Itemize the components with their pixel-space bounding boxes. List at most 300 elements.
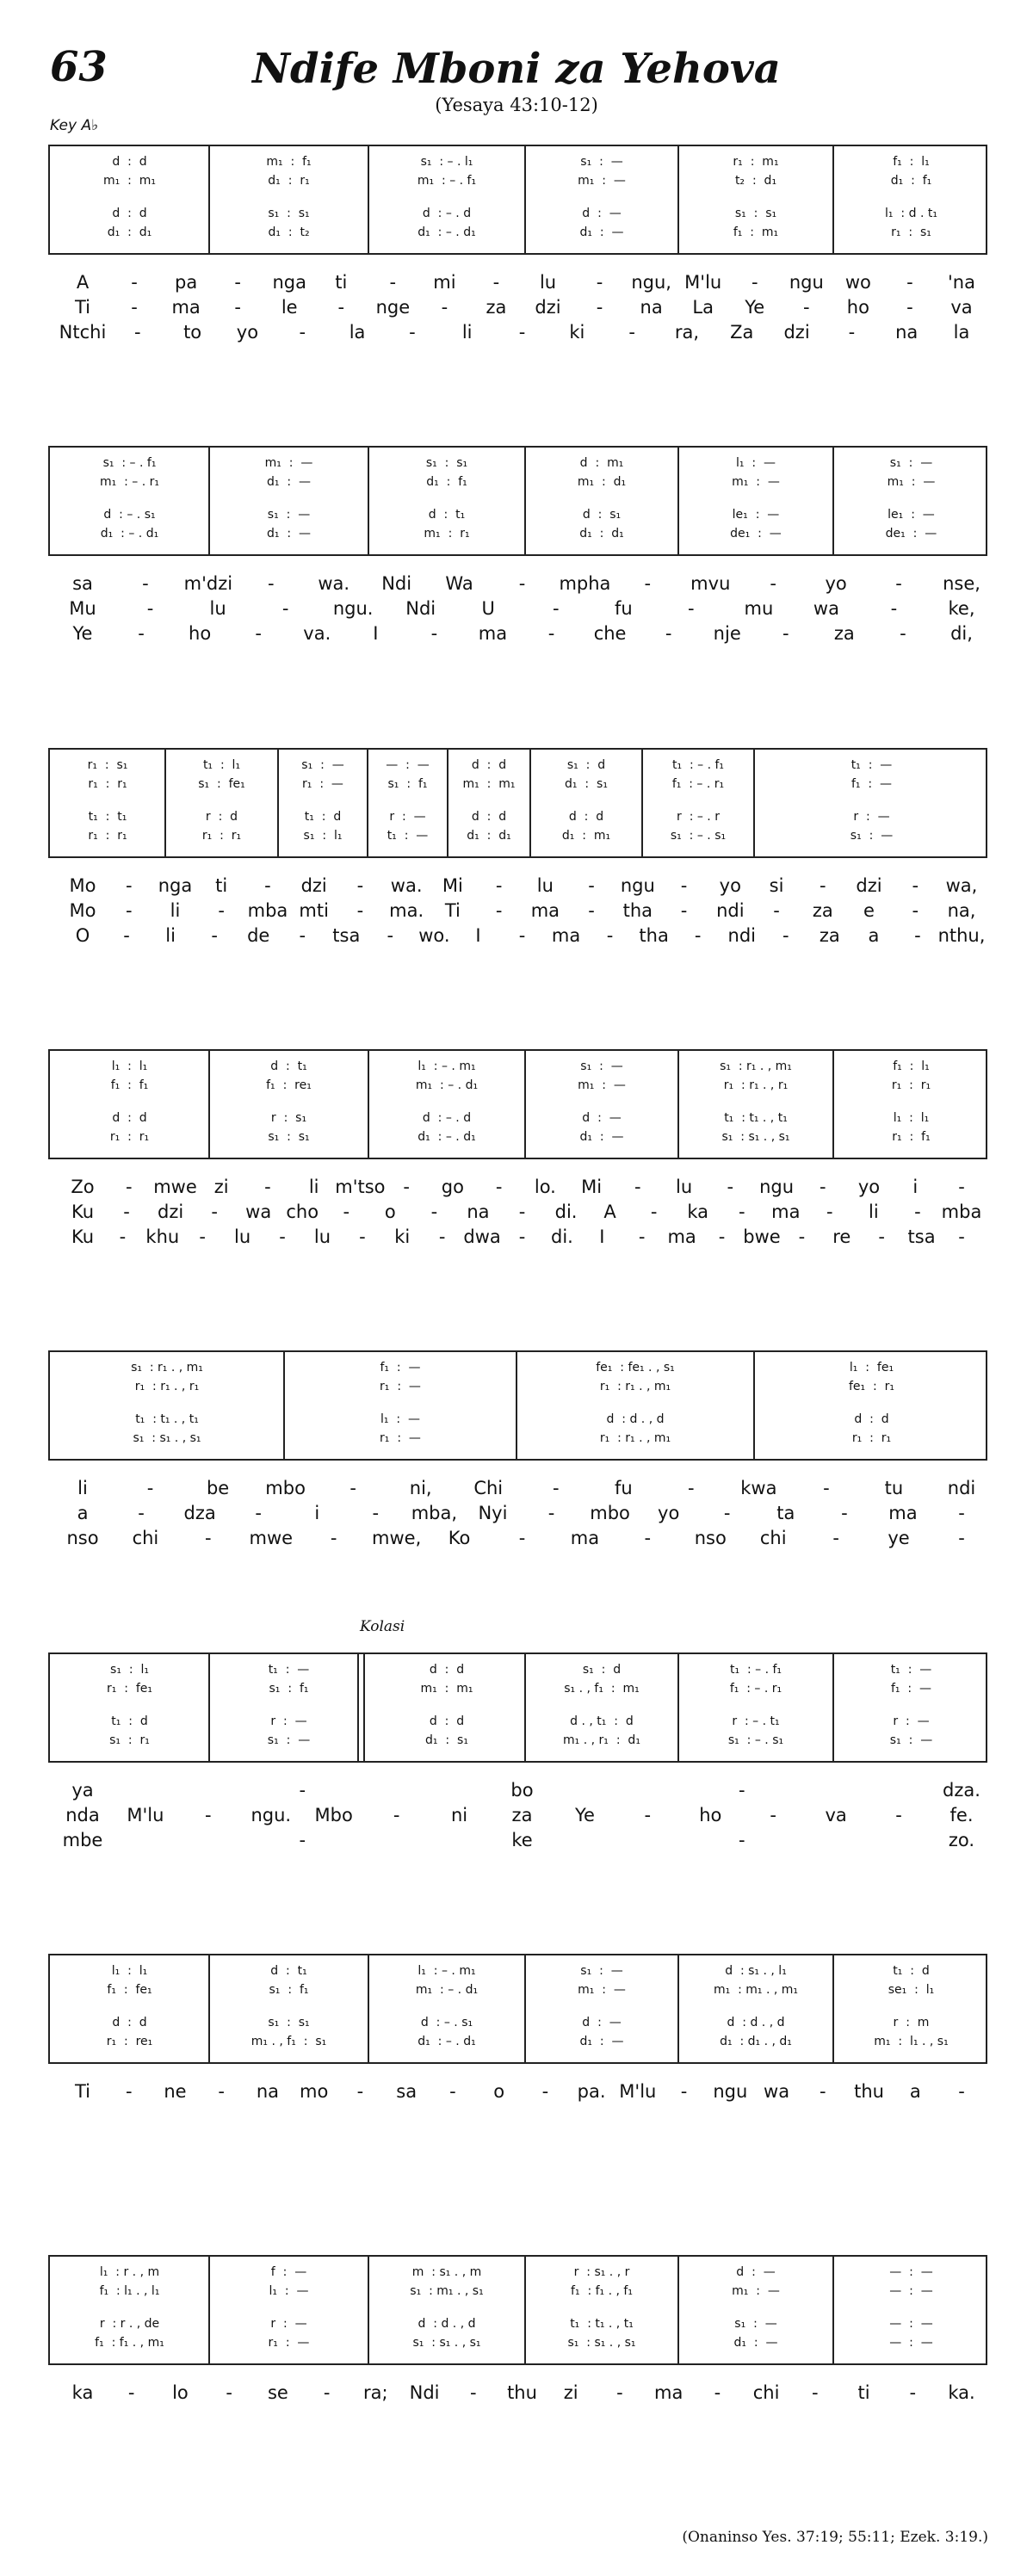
lyric-syllable: ti [335, 272, 348, 293]
bar-line [832, 146, 834, 253]
voice-part-notes: m₁ . , r₁ : d₁ [563, 1733, 640, 1747]
lyric-syllable: - [644, 1528, 652, 1548]
lyric-syllable: wa, [945, 875, 978, 896]
lyric-syllable: wa [245, 1202, 272, 1222]
lyric-syllable: bo [510, 1780, 534, 1801]
voice-part-notes: s₁ : – . f₁ [102, 456, 157, 470]
lyric-syllable: a [868, 925, 880, 946]
voice-part-notes: t₁ : — [268, 1663, 310, 1677]
measure [209, 146, 368, 253]
lyric-syllable: - [819, 1177, 826, 1197]
voice-part-notes: r₁ : r₁ [109, 1130, 150, 1144]
lyric-syllable: - [267, 573, 275, 594]
bar-line [516, 1352, 517, 1459]
voice-part-notes: s₁ : — [734, 2317, 777, 2331]
lyric-syllable: se [267, 2382, 288, 2403]
lyric-syllable: thu [854, 2081, 884, 2102]
lyric-syllable: tha [622, 900, 653, 921]
lyric-syllable: mu [744, 598, 774, 619]
voice-part-notes: le₁ : — [888, 508, 935, 522]
voice-part-notes: s₁ : – . s₁ [670, 829, 727, 843]
lyric-syllable: - [441, 297, 448, 318]
measure [368, 2257, 525, 2363]
bar-line [368, 448, 369, 554]
lyrics-block [48, 2382, 987, 2407]
lyric-syllable: - [492, 272, 500, 293]
voice-part-notes: d : d [854, 1412, 889, 1426]
voice-part-notes: t₁ : d [304, 810, 342, 824]
bar-line [641, 750, 643, 856]
lyric-syllable: - [518, 1226, 526, 1247]
voice-part-notes: l₁ : — [735, 456, 776, 470]
lyric-syllable: - [914, 925, 921, 946]
bar-line [753, 750, 755, 856]
lyric-syllable: - [393, 1805, 400, 1825]
bar-line [368, 146, 369, 253]
lyric-syllable: A [603, 1202, 616, 1222]
lyrics-block [48, 1177, 987, 1251]
measure [678, 2257, 833, 2363]
lyric-syllable: - [782, 623, 789, 644]
lyric-syllable: ka [687, 1202, 709, 1222]
measure [50, 146, 209, 253]
lyric-verse-line [48, 297, 987, 322]
voice-part-notes: f₁ : — [890, 1682, 932, 1696]
lyric-syllable: lu [539, 272, 557, 293]
lyric-syllable: - [770, 1805, 776, 1825]
bar-line [677, 1654, 679, 1761]
lyric-syllable: ngu, [631, 272, 671, 293]
voice-part-notes: f₁ : — [380, 1361, 421, 1374]
voice-part-notes: le₁ : — [732, 508, 780, 522]
lyric-syllable: lo. [534, 1177, 556, 1197]
voice-part-notes: s₁ : s₁ . , s₁ [412, 2336, 481, 2350]
voice-part-notes: r : — [389, 810, 426, 824]
lyric-syllable: nso [66, 1528, 99, 1548]
lyric-syllable: ho [189, 623, 212, 644]
lyric-syllable: ya [71, 1780, 94, 1801]
lyric-syllable: - [738, 1830, 745, 1850]
measure [50, 1352, 284, 1459]
lyric-syllable: - [211, 925, 218, 946]
solfa-staff [48, 1954, 987, 2064]
voice-part-notes: t₁ : d [893, 1964, 930, 1978]
lyric-syllable: Chi [473, 1478, 504, 1498]
voice-part-notes: r₁ : r₁ . , m₁ [599, 1431, 671, 1445]
lyric-syllable: za [819, 925, 840, 946]
voice-part-notes: d₁ : d₁ [467, 829, 511, 843]
voice-part-notes: f₁ : f₁ . , m₁ [95, 2336, 164, 2350]
voice-part-notes: — : — [386, 758, 430, 772]
measure [833, 1955, 989, 2062]
voice-part-notes: m₁ : — [732, 475, 780, 489]
lyric-syllable: yo [857, 1177, 881, 1197]
lyric-syllable: - [518, 1202, 526, 1222]
voice-part-notes: m₁ : — [264, 456, 313, 470]
voice-part-notes: d : — [736, 2265, 776, 2279]
solfa-staff [48, 1350, 987, 1461]
voice-part-notes: r : m [893, 2016, 930, 2029]
bar-line [447, 750, 448, 856]
measure [284, 1352, 516, 1459]
lyric-syllable: - [205, 1805, 212, 1825]
lyric-syllable: - [409, 322, 416, 343]
lyric-syllable: - [356, 900, 364, 921]
lyric-syllable: nga [272, 272, 306, 293]
lyric-syllable: pa. [577, 2081, 606, 2102]
bar-line [357, 1654, 365, 1761]
voice-part-notes: f₁ : f₁ . , f₁ [571, 2284, 633, 2298]
lyric-syllable: - [299, 322, 306, 343]
voice-part-notes: t₁ : — [387, 829, 429, 843]
measure [209, 2257, 368, 2363]
voice-part-notes: d : t₁ [270, 1059, 307, 1073]
measure [278, 750, 368, 856]
voice-part-notes: s₁ : l₁ [110, 1663, 149, 1677]
lyric-syllable: di, [950, 623, 973, 644]
lyric-syllable: tu [884, 1478, 904, 1498]
voice-part-notes: d : d [429, 1663, 465, 1677]
lyric-syllable: ka [71, 2382, 94, 2403]
lyric-verse-line [48, 623, 987, 648]
lyric-syllable: - [644, 1805, 652, 1825]
lyric-syllable: ma [888, 1503, 918, 1523]
voice-part-notes: s₁ : s₁ [268, 2016, 310, 2029]
lyric-syllable: ma [478, 623, 508, 644]
lyric-syllable: ngu. [332, 598, 374, 619]
voice-part-notes: r₁ : — [380, 1431, 421, 1445]
voice-part-notes: s₁ : — [889, 1733, 933, 1747]
lyric-syllable: o [493, 2081, 505, 2102]
lyric-syllable: O [75, 925, 90, 946]
lyric-syllable: - [299, 925, 306, 946]
solfa-staff [48, 145, 987, 255]
lyric-syllable: - [323, 2382, 331, 2403]
lyric-syllable: M'lu [127, 1805, 164, 1825]
lyric-syllable: Ntchi [59, 322, 107, 343]
lyric-syllable: lu [676, 1177, 693, 1197]
lyric-syllable: - [723, 1503, 731, 1523]
lyric-syllable: Ndi [409, 2382, 440, 2403]
lyric-syllable: ki [569, 322, 585, 343]
lyric-syllable: nthu, [937, 925, 986, 946]
lyric-syllable: - [718, 1226, 726, 1247]
voice-part-notes: s₁ : s₁ . , s₁ [133, 1431, 201, 1445]
bar-line [524, 146, 526, 253]
voice-part-notes: f₁ : fe₁ [107, 1983, 152, 1997]
lyric-syllable: - [343, 1202, 350, 1222]
lyric-syllable: - [281, 598, 289, 619]
voice-part-notes: s₁ : fe₁ [198, 777, 245, 791]
voice-part-notes: d₁ : d₁ . , d₁ [720, 2035, 792, 2048]
lyric-syllable: mba [941, 1202, 982, 1222]
lyric-syllable: sa [72, 573, 93, 594]
lyric-syllable: zo. [948, 1830, 975, 1850]
bar-line [208, 1051, 210, 1158]
lyrics-block [48, 1478, 987, 1553]
voice-part-notes: d₁ : s₁ [565, 777, 608, 791]
voice-part-notes: d : — [582, 1111, 622, 1125]
voice-part-notes: d : — [582, 2016, 622, 2029]
lyric-syllable: mbe [62, 1830, 103, 1850]
lyric-syllable: I [475, 925, 481, 946]
voice-part-notes: m₁ : – . f₁ [417, 174, 477, 188]
chorus-label: Kolasi [360, 1618, 405, 1635]
lyric-syllable: a [77, 1503, 89, 1523]
voice-part-notes: d₁ : f₁ [426, 475, 467, 489]
solfa-staff [48, 446, 987, 556]
voice-part-notes: l₁ : fe₁ [849, 1361, 894, 1374]
bar-line [832, 1955, 834, 2062]
solfa-staff [48, 748, 987, 858]
measure [754, 1352, 989, 1459]
lyric-syllable: - [588, 875, 595, 896]
lyric-syllable: o [384, 1202, 396, 1222]
lyric-syllable: fu [614, 598, 633, 619]
lyric-syllable: nje [713, 623, 741, 644]
voice-part-notes: — : — [889, 2284, 933, 2298]
voice-part-notes: t₁ : — [890, 1663, 932, 1677]
bar-line [832, 2257, 834, 2363]
voice-part-notes: r : s₁ . , r [573, 2265, 630, 2279]
lyric-syllable: - [279, 1226, 286, 1247]
lyric-syllable: - [803, 297, 810, 318]
lyric-syllable: dza [183, 1503, 216, 1523]
lyric-syllable: ti [857, 2382, 870, 2403]
lyrics-block [48, 1780, 987, 1855]
voice-part-notes: — : — [889, 2317, 933, 2331]
lyric-syllable: - [430, 623, 438, 644]
bar-line [677, 1955, 679, 2062]
voice-part-notes: l₁ : – . m₁ [418, 1964, 476, 1978]
bar-line [164, 750, 166, 856]
voice-part-notes: d : d . , d [418, 2317, 476, 2331]
lyric-syllable: li [461, 322, 473, 343]
measure [678, 1955, 833, 2062]
voice-part-notes: m₁ : – . d₁ [415, 1983, 479, 1997]
lyric-syllable: - [403, 1177, 410, 1197]
lyric-syllable: - [906, 297, 913, 318]
voice-part-notes: r₁ : r₁ . , r₁ [134, 1380, 200, 1393]
lyric-syllable: - [356, 2081, 364, 2102]
lyric-syllable: ra; [363, 2382, 388, 2403]
measure [833, 1051, 989, 1158]
lyric-syllable: na [256, 2081, 280, 2102]
voice-part-notes: r₁ : re₁ [106, 2035, 153, 2048]
voice-part-notes: r₁ : s₁ [87, 758, 128, 772]
voice-part-notes: s₁ . , f₁ : m₁ [564, 1682, 640, 1696]
measure [833, 448, 989, 554]
lyric-syllable: - [890, 598, 898, 619]
lyrics-block [48, 2081, 987, 2106]
voice-part-notes: r₁ : s₁ [891, 225, 931, 239]
lyric-syllable: - [299, 1830, 306, 1850]
measure [50, 1051, 209, 1158]
voice-part-notes: t₁ : – . f₁ [729, 1663, 782, 1677]
lyric-syllable: - [616, 2382, 623, 2403]
measure [525, 146, 678, 253]
voice-part-notes: l₁ : l₁ [893, 1111, 930, 1125]
page-title: Ndife Mboni za Yehova [252, 45, 781, 93]
measure [642, 750, 754, 856]
lyric-syllable: m'dzi [183, 573, 233, 594]
lyric-syllable: ka. [948, 2382, 975, 2403]
lyric-syllable: va. [303, 623, 331, 644]
voice-part-notes: se₁ : l₁ [888, 1983, 935, 1997]
voice-part-notes: d : d [112, 207, 147, 220]
solfa-staff [48, 1652, 987, 1763]
lyric-syllable: - [134, 322, 141, 343]
lyric-syllable: di. [550, 1226, 573, 1247]
measure [678, 1051, 833, 1158]
lyric-syllable: - [125, 1177, 133, 1197]
lyric-syllable: - [958, 2081, 965, 2102]
lyric-syllable: - [958, 1528, 965, 1548]
voice-part-notes: d : d [112, 2016, 147, 2029]
lyric-syllable: wa. [318, 573, 350, 594]
voice-part-notes: t₁ : – . f₁ [671, 758, 725, 772]
measure [516, 1352, 754, 1459]
voice-part-notes: l₁ : d . t₁ [885, 207, 937, 220]
lyric-syllable: - [798, 1226, 806, 1247]
bar-line [368, 1051, 369, 1158]
lyric-syllable: - [255, 623, 262, 644]
lyric-syllable: ke [511, 1830, 533, 1850]
lyric-syllable: li [308, 1177, 319, 1197]
voice-part-notes: s₁ : r₁ [109, 1733, 150, 1747]
voice-part-notes: d₁ : — [266, 475, 312, 489]
lyric-verse-line [48, 1780, 987, 1805]
measure [368, 1654, 525, 1761]
lyric-verse-line [48, 1202, 987, 1226]
voice-part-notes: r : — [270, 2317, 307, 2331]
voice-part-notes: t₁ : l₁ [202, 758, 241, 772]
lyric-syllable: - [596, 272, 603, 293]
voice-part-notes: t₁ : — [851, 758, 893, 772]
bar-line [208, 448, 210, 554]
bar-line [753, 1352, 755, 1459]
lyric-syllable: mti [299, 900, 329, 921]
measure [525, 448, 678, 554]
voice-part-notes: s₁ : m₁ . , s₁ [410, 2284, 484, 2298]
lyric-verse-line [48, 900, 987, 925]
lyric-syllable: - [518, 925, 526, 946]
lyric-syllable: e [863, 900, 875, 921]
lyric-syllable: mba, [411, 1503, 458, 1523]
lyric-syllable: ndi [727, 925, 756, 946]
lyric-syllable: - [714, 2382, 721, 2403]
lyric-syllable: - [438, 1226, 446, 1247]
voice-part-notes: s₁ : s₁ . , s₁ [567, 2336, 636, 2350]
bar-line [524, 1051, 526, 1158]
voice-part-notes: d : d [112, 1111, 147, 1125]
lyric-syllable: - [773, 900, 780, 921]
lyric-syllable: nse, [943, 573, 980, 594]
voice-part-notes: r : – . t₁ [732, 1714, 780, 1728]
voice-part-notes: r : — [893, 1714, 930, 1728]
bar-line [832, 1051, 834, 1158]
lyric-syllable: - [958, 1226, 965, 1247]
lyric-syllable: - [638, 1226, 646, 1247]
measure [833, 2257, 989, 2363]
voice-part-notes: f₁ : – . r₁ [671, 777, 725, 791]
lyric-syllable: - [606, 925, 614, 946]
hymn-number: 63 [50, 43, 108, 91]
voice-part-notes: d₁ : f₁ [890, 174, 932, 188]
lyric-syllable: Mu [69, 598, 96, 619]
lyric-syllable: - [878, 1226, 885, 1247]
voice-part-notes: d : t₁ [428, 508, 466, 522]
lyric-syllable: ndi [947, 1478, 976, 1498]
lyric-syllable: - [650, 1202, 658, 1222]
lyric-syllable: mwe, [372, 1528, 422, 1548]
voice-part-notes: s₁ : — [580, 1059, 623, 1073]
lyric-verse-line [48, 573, 987, 598]
lyric-syllable: Ti [444, 900, 461, 921]
lyric-syllable: - [819, 875, 826, 896]
voice-part-notes: r₁ : m₁ [733, 155, 779, 169]
lyric-syllable: ma [171, 297, 201, 318]
lyric-syllable: - [495, 900, 503, 921]
voice-part-notes: d : d [471, 758, 507, 772]
lyric-syllable: - [912, 875, 919, 896]
lyric-syllable: m'tso [335, 1177, 386, 1197]
voice-part-notes: r : — [270, 1714, 307, 1728]
lyric-syllable: - [123, 1202, 130, 1222]
lyric-syllable: pa [175, 272, 198, 293]
voice-part-notes: s₁ : s₁ . , s₁ [721, 1130, 790, 1144]
bar-line [524, 1654, 526, 1761]
lyric-syllable: - [337, 297, 345, 318]
voice-part-notes: d₁ : – . d₁ [418, 2035, 476, 2048]
bar-line [208, 146, 210, 253]
lyric-syllable: nda [65, 1805, 100, 1825]
voice-part-notes: m₁ : f₁ [266, 155, 312, 169]
voice-part-notes: d₁ : m₁ [561, 829, 611, 843]
lyric-syllable: I [599, 1226, 605, 1247]
lyric-syllable: - [552, 1478, 560, 1498]
lyric-syllable: li [77, 1478, 88, 1498]
lyric-syllable: - [125, 900, 133, 921]
lyric-syllable: nga [158, 875, 193, 896]
lyric-syllable: - [234, 297, 241, 318]
voice-part-notes: m₁ . , f₁ : s₁ [251, 2035, 327, 2048]
lyric-syllable: tsa [907, 1226, 936, 1247]
lyric-verse-line [48, 1503, 987, 1528]
lyric-syllable: ndi [716, 900, 745, 921]
lyric-syllable: - [694, 925, 702, 946]
voice-part-notes: s₁ : — [301, 758, 344, 772]
lyric-syllable: na [895, 322, 919, 343]
voice-part-notes: d : – . s₁ [420, 2016, 473, 2029]
voice-part-notes: s₁ : — [580, 155, 623, 169]
lyric-syllable: - [688, 1478, 695, 1498]
lyric-syllable: mwe [153, 1177, 197, 1197]
lyric-syllable: mo [300, 2081, 329, 2102]
voice-part-notes: s₁ : s₁ [734, 207, 777, 220]
voice-part-notes: l₁ : — [380, 1412, 421, 1426]
lyric-syllable: - [680, 2081, 688, 2102]
voice-part-notes: f₁ : f₁ [110, 1078, 149, 1092]
voice-part-notes: f₁ : — [851, 777, 893, 791]
voice-part-notes: r₁ : r₁ . , m₁ [599, 1380, 671, 1393]
measure [209, 1955, 368, 2062]
lyric-syllable: - [142, 573, 149, 594]
lyric-syllable: - [146, 598, 154, 619]
measure [50, 2257, 209, 2363]
lyric-syllable: - [909, 2382, 917, 2403]
lyric-syllable: tsa [332, 925, 361, 946]
